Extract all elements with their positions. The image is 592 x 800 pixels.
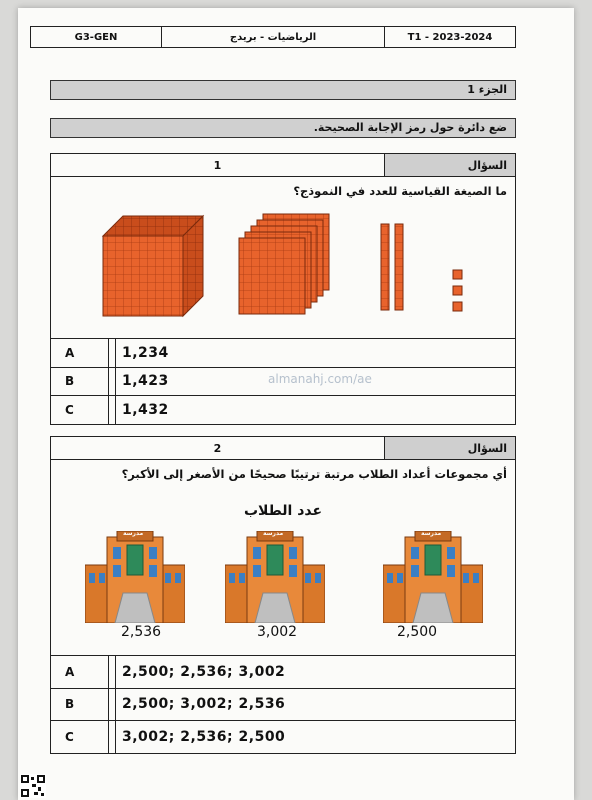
thousand-cube	[103, 216, 203, 316]
qr-code-icon	[20, 774, 46, 798]
option-a[interactable]	[51, 655, 515, 689]
option-letter: B	[51, 688, 109, 720]
option-c[interactable]	[51, 396, 515, 425]
school-count: 2,536	[121, 624, 162, 640]
school-icon	[85, 531, 185, 623]
hundred-flats	[239, 214, 329, 314]
instructions: ضع دائرة حول رمز الإجابة الصحيحة.	[50, 118, 516, 138]
option-value: 2,500; 3,002; 2,536	[122, 696, 286, 712]
option-letter: C	[51, 396, 109, 424]
chart-title: عدد الطلاب	[243, 503, 323, 519]
question-text: أي مجموعات أعداد الطلاب مرتبة ترتيبًا صحيحًا من الأصغر إلى الأكبر؟	[121, 467, 507, 481]
header-term: T1 - 2023-2024	[384, 27, 515, 47]
option-value: 2,500; 2,536; 3,002	[122, 664, 286, 680]
school-building	[85, 531, 185, 627]
school-icon	[225, 531, 325, 623]
section-title: الجزء 1	[50, 80, 516, 100]
school-sign: مدرسة	[123, 530, 144, 537]
header-grade: G3-GEN	[74, 31, 118, 43]
question-header	[51, 437, 515, 460]
school-sign: مدرسة	[263, 530, 284, 537]
school-icon	[383, 531, 483, 623]
question-header	[51, 154, 515, 177]
question-2	[50, 436, 516, 754]
header-subject: الرياضيات - بريدج	[161, 27, 384, 47]
page-header	[30, 26, 516, 48]
school-building	[383, 531, 483, 627]
option-a[interactable]	[51, 338, 515, 368]
option-c[interactable]	[51, 721, 515, 754]
option-value: 1,423	[122, 373, 169, 389]
option-letter: B	[51, 367, 109, 395]
option-value: 1,234	[122, 345, 169, 361]
school-count: 2,500	[397, 624, 438, 640]
option-value: 3,002; 2,536; 2,500	[122, 729, 286, 745]
question-label: السؤال	[384, 437, 515, 459]
question-text: ما الصيغة القياسية للعدد في النموذج؟	[293, 184, 507, 198]
option-letter: C	[51, 721, 109, 753]
question-number: 2	[213, 441, 222, 455]
option-value: 1,432	[122, 402, 169, 418]
base-ten-blocks	[51, 202, 515, 342]
school-building	[225, 531, 325, 627]
school-sign: مدرسة	[421, 530, 442, 537]
question-number: 1	[213, 158, 222, 172]
school-count: 3,002	[257, 624, 298, 640]
ten-rods	[381, 224, 403, 310]
option-letter: A	[51, 339, 109, 367]
question-label: السؤال	[384, 154, 515, 176]
watermark: almanahj.com/ae	[268, 372, 372, 386]
option-b[interactable]	[51, 688, 515, 721]
option-letter: A	[51, 656, 109, 688]
one-cubes	[453, 270, 462, 311]
